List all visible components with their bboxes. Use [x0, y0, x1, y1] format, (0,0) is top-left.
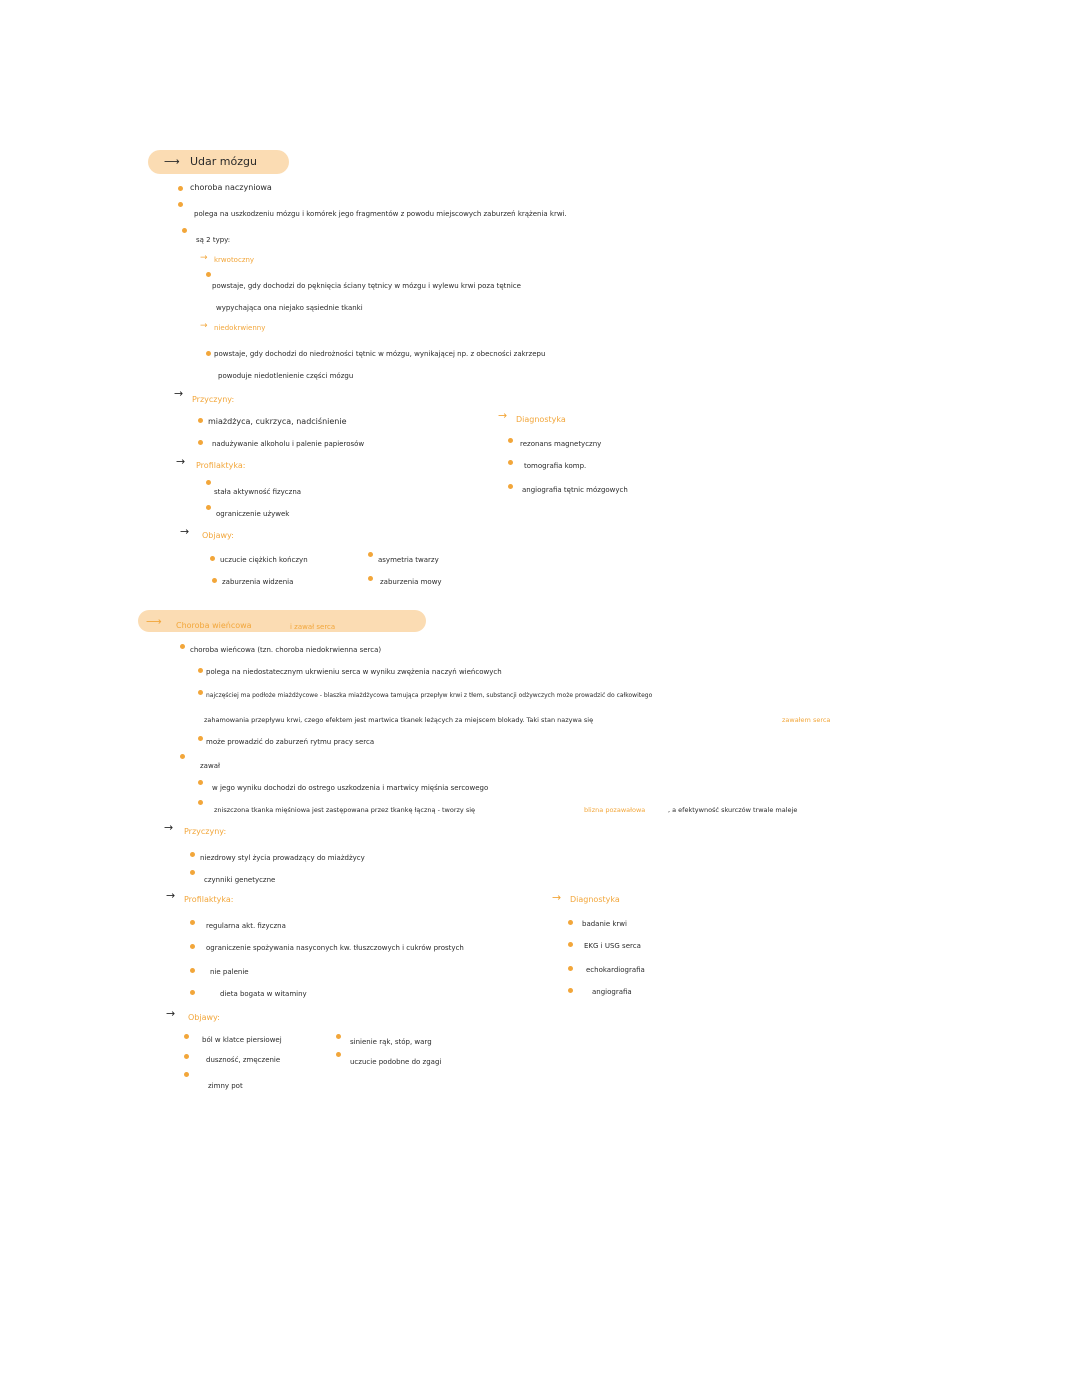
- heart-diagnostics-heading: Diagnostyka: [570, 895, 620, 904]
- heart-infarct-label: zawał: [200, 762, 220, 770]
- bullet-dot: [190, 968, 195, 973]
- bullet-dot: [206, 505, 211, 510]
- arrow-icon: ⟶: [164, 155, 180, 168]
- heart-prevention-1: regularna akt. fizyczna: [206, 922, 286, 930]
- heart-title-a: Choroba wieńcowa: [176, 621, 252, 630]
- bullet-dot: [336, 1034, 341, 1039]
- bullet-dot: [198, 440, 203, 445]
- heart-diagnostics-4: angiografia: [592, 988, 632, 996]
- bullet-dot: [190, 944, 195, 949]
- bullet-dot: [180, 754, 185, 759]
- heart-prevention-heading: Profilaktyka:: [184, 895, 234, 904]
- heart-infarct-2c: , a efektywność skurczów trwale maleje: [668, 806, 798, 814]
- arrow-icon: →: [498, 409, 508, 422]
- arrow-icon: →: [180, 525, 190, 538]
- bullet-dot: [206, 272, 211, 277]
- stroke-type2-desc-2: powoduje niedotlenienie części mózgu: [218, 372, 354, 380]
- heart-prevention-4: dieta bogata w witaminy: [220, 990, 307, 998]
- bullet-dot: [178, 186, 183, 191]
- bullet-dot: [198, 418, 203, 423]
- stroke-title: Udar mózgu: [190, 155, 257, 168]
- bullet-dot: [336, 1052, 341, 1057]
- heart-def-1: choroba wieńcowa (tzn. choroba niedokrwienna serca): [190, 646, 382, 654]
- stroke-type1-desc-2: wypychająca ona niejako sąsiednie tkanki: [216, 304, 363, 312]
- heart-diagnostics-1: badanie krwi: [582, 920, 627, 928]
- heart-symptom-1: ból w klatce piersiowej: [202, 1036, 282, 1044]
- bullet-dot: [368, 552, 373, 557]
- bullet-dot: [198, 780, 203, 785]
- bullet-dot: [178, 202, 183, 207]
- stroke-causes-heading: Przyczyny:: [192, 395, 235, 404]
- bullet-dot: [206, 351, 211, 356]
- heart-symptom-4: sinienie rąk, stóp, warg: [350, 1038, 432, 1046]
- heart-diagnostics-3: echokardiografia: [586, 966, 645, 974]
- stroke-def-1: choroba naczyniowa: [190, 183, 272, 192]
- bullet-dot: [180, 644, 185, 649]
- stroke-symptoms-heading: Objawy:: [202, 531, 234, 540]
- bullet-dot: [568, 942, 573, 947]
- stroke-symptom-2: zaburzenia widzenia: [222, 578, 294, 586]
- heart-diagnostics-2: EKG i USG serca: [584, 942, 641, 950]
- bullet-dot: [198, 736, 203, 741]
- heart-infarct-2b: blizna pozawałowa: [584, 806, 646, 814]
- arrow-icon: →: [164, 821, 174, 834]
- heart-symptom-2: duszność, zmęczenie: [206, 1056, 281, 1064]
- bullet-dot: [212, 578, 217, 583]
- bullet-dot: [508, 460, 513, 465]
- heart-title-b: i zawał serca: [290, 623, 336, 631]
- stroke-symptom-4: zaburzenia mowy: [380, 578, 442, 586]
- bullet-dot: [206, 480, 211, 485]
- heart-def-5: może prowadzić do zaburzeń rytmu pracy serca: [206, 738, 375, 746]
- heart-infarct-1: w jego wyniku dochodzi do ostrego uszkodzenia i martwicy mięśnia sercowego: [212, 784, 489, 792]
- arrow-icon: →: [176, 455, 186, 468]
- heart-cause-2: czynniki genetyczne: [204, 876, 276, 884]
- bullet-dot: [190, 990, 195, 995]
- arrow-icon: →: [200, 321, 208, 331]
- stroke-prevention-2: ograniczenie używek: [216, 510, 290, 518]
- bullet-dot: [184, 1072, 189, 1077]
- bullet-dot: [568, 966, 573, 971]
- arrow-icon: →: [200, 253, 208, 263]
- stroke-prevention-1: stała aktywność fizyczna: [214, 488, 302, 496]
- stroke-diagnostics-2: tomografia komp.: [524, 462, 587, 470]
- stroke-diagnostics-3: angiografia tętnic mózgowych: [522, 486, 628, 494]
- stroke-type1: krwotoczny: [214, 256, 255, 264]
- stroke-symptom-1: uczucie ciężkich kończyn: [220, 556, 308, 564]
- stroke-prevention-heading: Profilaktyka:: [196, 461, 246, 470]
- heart-def-4b: zawałem serca: [782, 716, 831, 724]
- heart-infarct-2a: zniszczona tkanka mięśniowa jest zastępowana przez tkankę łączną - tworzy się: [214, 806, 476, 814]
- heart-prevention-3: nie palenie: [210, 968, 249, 976]
- stroke-cause-1: miażdżyca, cukrzyca, nadciśnienie: [208, 417, 347, 426]
- heart-def-2: polega na niedostatecznym ukrwieniu serca w wyniku zwężenia naczyń wieńcowych: [206, 668, 502, 676]
- bullet-dot: [508, 438, 513, 443]
- stroke-types-label: są 2 typy:: [196, 236, 231, 244]
- stroke-symptom-3: asymetria twarzy: [378, 556, 439, 564]
- heart-prevention-2: ograniczenie spożywania nasyconych kw. tłuszczowych i cukrów prostych: [206, 944, 464, 952]
- arrow-icon: →: [166, 889, 176, 902]
- bullet-dot: [210, 556, 215, 561]
- bullet-dot: [368, 576, 373, 581]
- heart-symptom-3: zimny pot: [208, 1082, 243, 1090]
- bullet-dot: [184, 1054, 189, 1059]
- arrow-icon: →: [174, 387, 184, 400]
- stroke-def-2: polega na uszkodzeniu mózgu i komórek jego fragmentów z powodu miejscowych zaburzeń krążenia krwi.: [194, 210, 567, 218]
- stroke-type2: niedokrwienny: [214, 324, 266, 332]
- heart-symptom-5: uczucie podobne do zgagi: [350, 1058, 442, 1066]
- arrow-icon: ⟶: [146, 615, 162, 628]
- stroke-diagnostics-1: rezonans magnetyczny: [520, 440, 602, 448]
- bullet-dot: [198, 800, 203, 805]
- arrow-icon: →: [166, 1007, 176, 1020]
- bullet-dot: [198, 668, 203, 673]
- bullet-dot: [182, 228, 187, 233]
- heart-def-3: najczęściej ma podłoże miażdżycowe - blaszka miażdżycowa tamująca przepływ krwi z tłem, substancji odżywczych może prowadzić do całkowitego: [206, 692, 653, 699]
- heart-def-4a: zahamowania przepływu krwi, czego efektem jest martwica tkanek leżących za miejscem blokady. Taki stan nazywa się: [204, 716, 594, 724]
- stroke-cause-2: nadużywanie alkoholu i palenie papierosów: [212, 440, 365, 448]
- stroke-diagnostics-heading: Diagnostyka: [516, 415, 566, 424]
- bullet-dot: [190, 920, 195, 925]
- bullet-dot: [508, 484, 513, 489]
- stroke-type1-desc-1: powstaje, gdy dochodzi do pęknięcia ściany tętnicy w mózgu i wylewu krwi poza tętnice: [212, 282, 521, 290]
- bullet-dot: [190, 852, 195, 857]
- stroke-type2-desc-1: powstaje, gdy dochodzi do niedrożności tętnic w mózgu, wynikającej np. z obecności zakrzepu: [214, 350, 546, 358]
- bullet-dot: [568, 920, 573, 925]
- heart-symptoms-heading: Objawy:: [188, 1013, 220, 1022]
- bullet-dot: [190, 870, 195, 875]
- bullet-dot: [198, 690, 203, 695]
- heart-causes-heading: Przyczyny:: [184, 827, 227, 836]
- heart-cause-1: niezdrowy styl życia prowadzący do miażdżycy: [200, 854, 365, 862]
- bullet-dot: [568, 988, 573, 993]
- bullet-dot: [184, 1034, 189, 1039]
- arrow-icon: →: [552, 891, 562, 904]
